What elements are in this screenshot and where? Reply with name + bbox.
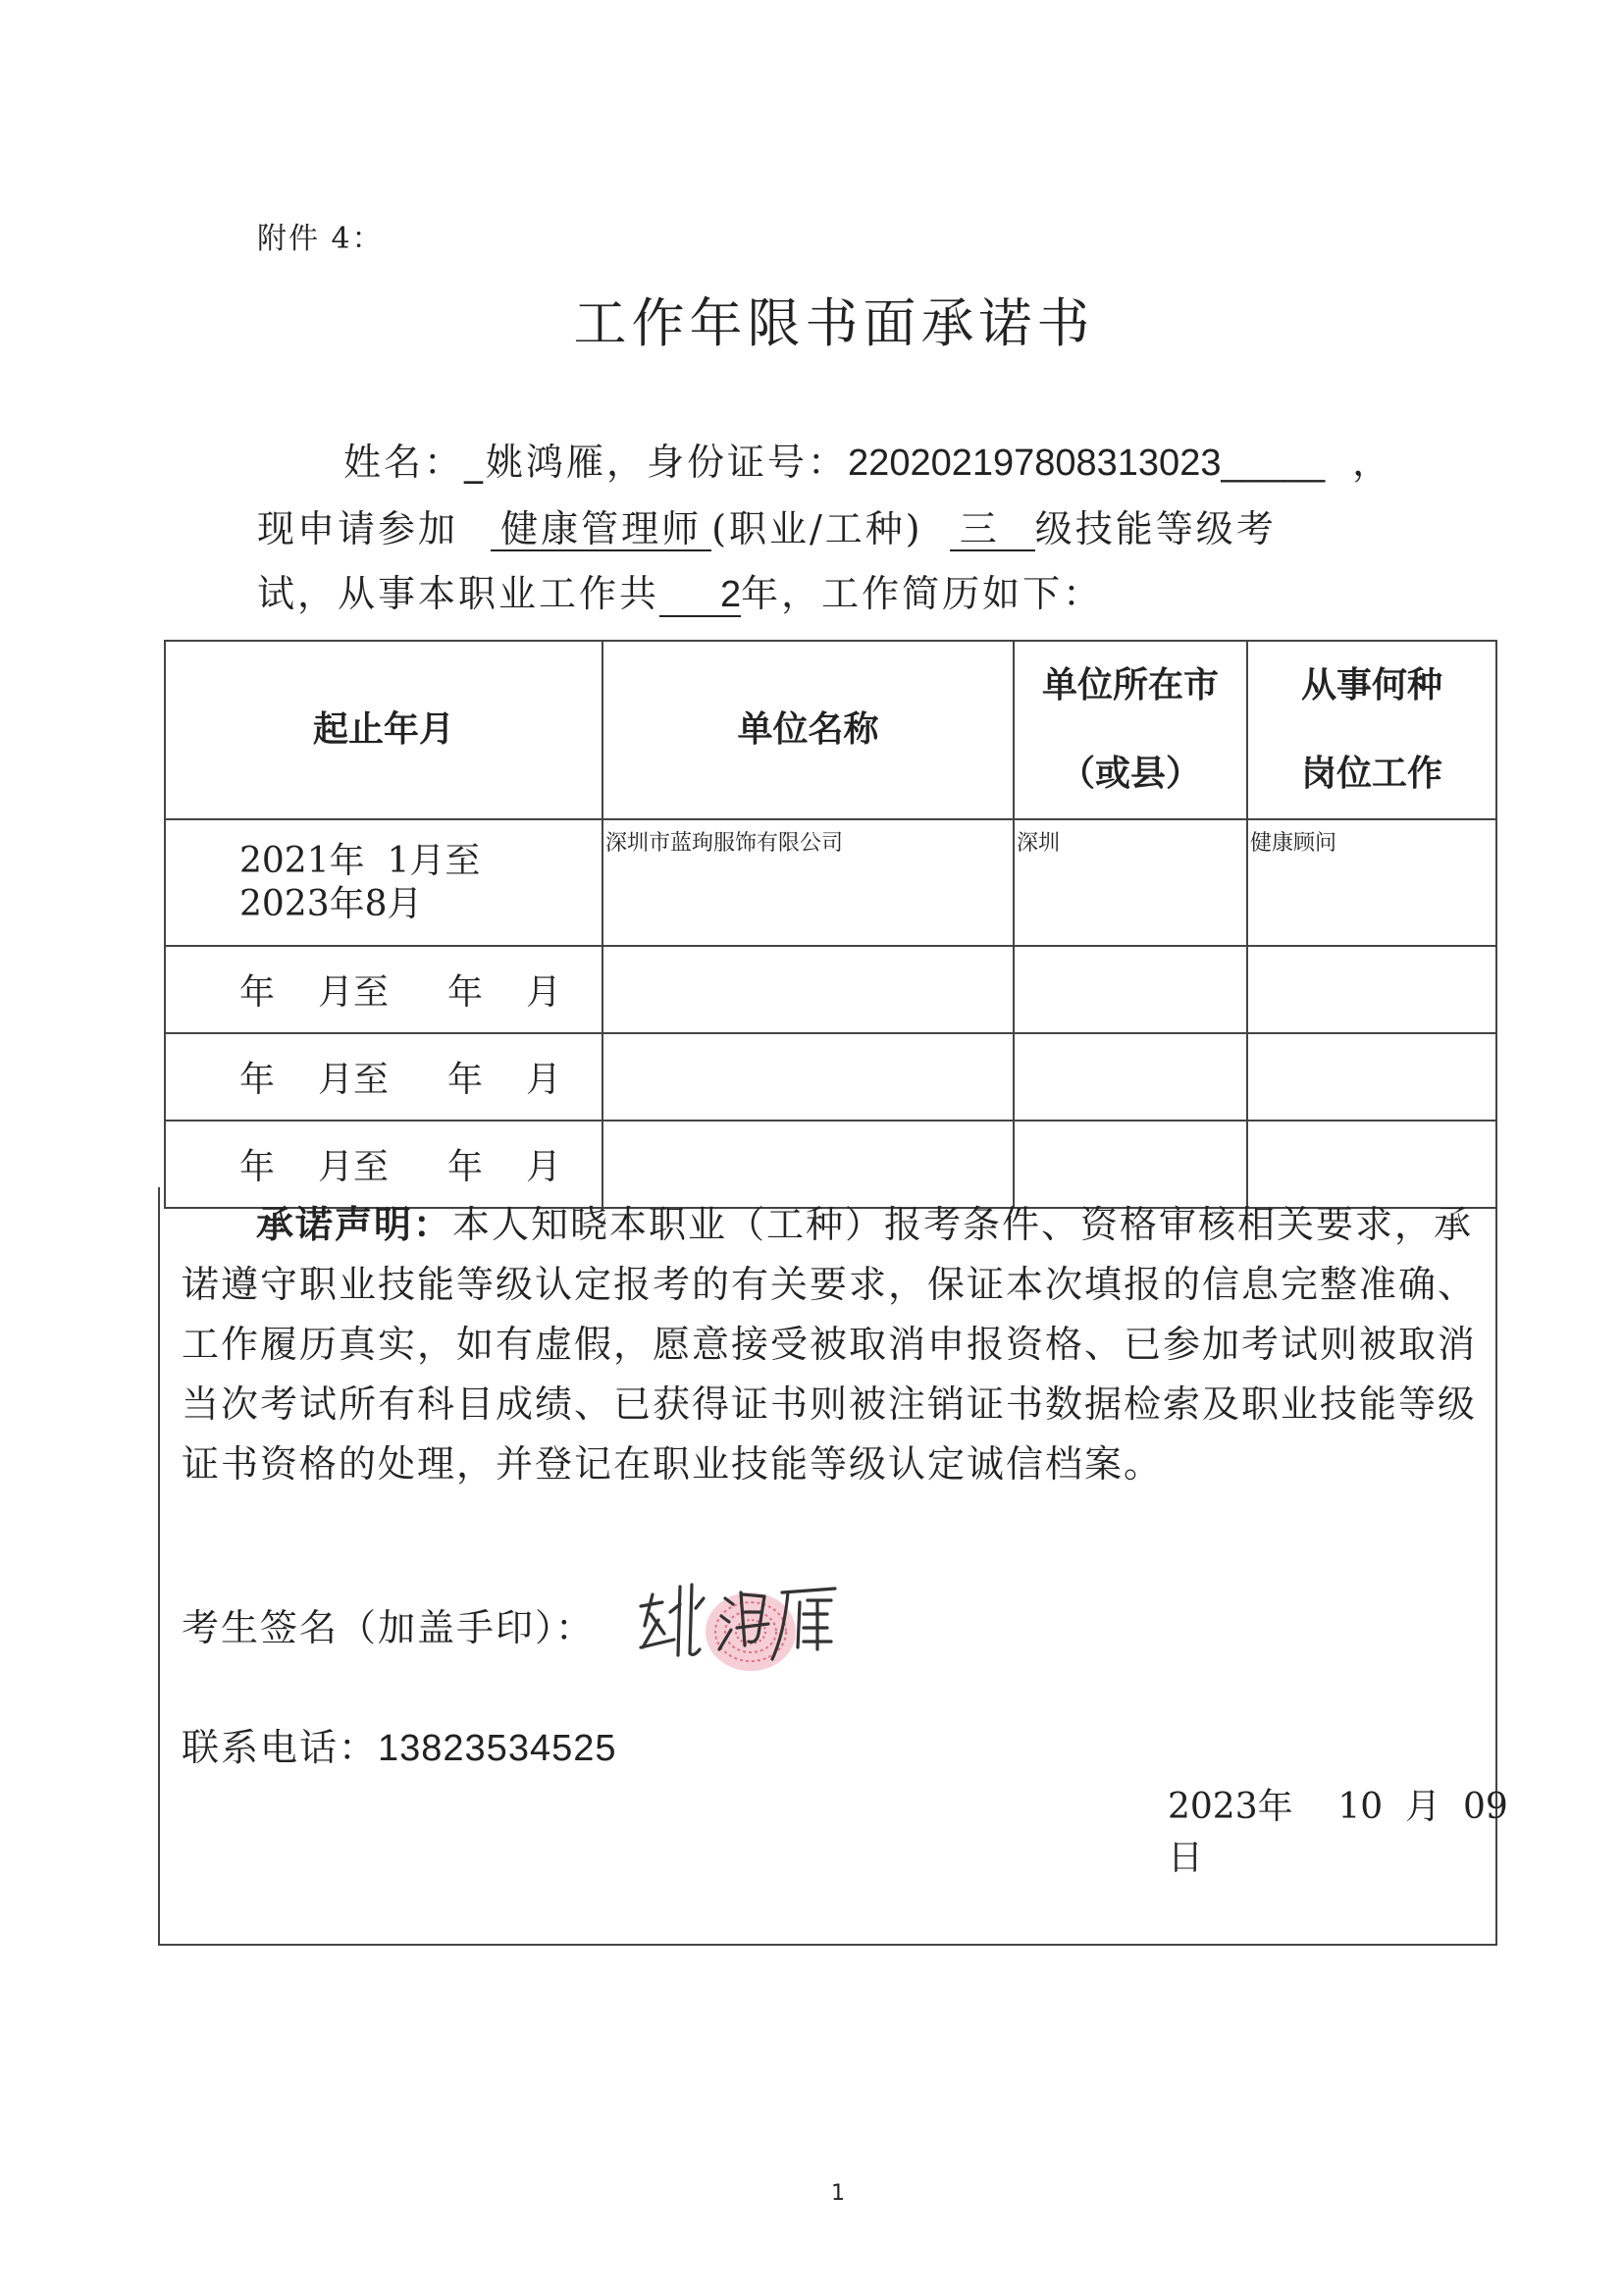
id-value: 220202197808313023_____ — [848, 443, 1326, 484]
row-company: 深圳市蓝珣服饰有限公司 — [602, 819, 1014, 946]
name-label: 姓名： — [343, 441, 465, 484]
page-number: 1 — [831, 2181, 845, 2206]
level-suffix: 级技能等级考 — [1034, 507, 1277, 550]
phone-line — [182, 1717, 617, 1771]
empty-period — [165, 946, 602, 1033]
table-row — [165, 819, 1496, 946]
level-value: 三 — [950, 510, 1035, 551]
empty-period — [165, 1033, 602, 1121]
date-line-2: 日 — [1168, 1838, 1204, 1878]
header-role-line1: 从事何种 — [1300, 665, 1442, 705]
header-company: 单位名称 — [602, 641, 1014, 819]
apply-prefix: 现申请参加 — [257, 507, 459, 550]
pledge-section — [158, 1187, 1508, 1946]
year-label: 年 — [239, 972, 276, 1013]
year-label: 年 — [447, 1147, 484, 1187]
name-value: _姚鸿雁 — [464, 441, 607, 484]
work-history-table — [164, 640, 1497, 1209]
month-to-label: 月至 — [318, 1147, 390, 1187]
phone-label: 联系电话： — [182, 1726, 379, 1769]
header-city — [1014, 641, 1247, 819]
pledge-statement — [182, 1195, 1477, 1494]
header-role — [1247, 641, 1496, 819]
signature-label: 考生签名（加盖手印）： — [182, 1606, 596, 1649]
id-label: ，身份证号： — [606, 441, 849, 484]
month-label: 月 — [526, 1060, 562, 1100]
pledge-heading: 承诺声明： — [256, 1203, 453, 1246]
year-label: 年 — [447, 972, 484, 1013]
table-header-row — [165, 641, 1496, 819]
year-label: 年 — [239, 1060, 276, 1100]
month-label: 月 — [526, 1147, 562, 1187]
empty-cell — [602, 946, 1014, 1033]
intro-line-1 — [343, 432, 1392, 486]
header-role-line2: 岗位工作 — [1300, 754, 1442, 794]
id-end: ， — [1352, 441, 1393, 484]
header-city-line2: （或县） — [1059, 754, 1201, 794]
table-row — [165, 946, 1496, 1033]
month-to-label: 月至 — [318, 1060, 390, 1100]
table-row — [165, 1033, 1496, 1121]
empty-cell — [1247, 1033, 1496, 1121]
row-period-start: 2021年 1月至 — [239, 840, 481, 881]
pledge-text: 本人知晓本职业（工种）报考条件、资格审核相关要求，承诺遵守职业技能等级认定报考的有关要求，保证本次填报的信息完整准确、工作履历真实，如有虚假，愿意接受被取消申报资格、已参加考试则被取消当次考试所有科目成绩、已获得证书则被注销证书数据检索及职业技能等级证书资格的处理，并登记在职业技能等级认定诚信档案。 — [182, 1203, 1478, 1486]
month-to-label: 月至 — [318, 972, 390, 1013]
empty-cell — [1247, 946, 1496, 1033]
row-period — [165, 819, 602, 946]
empty-cell — [1014, 1033, 1247, 1121]
row-period-end: 2023年8月 — [239, 883, 423, 924]
intro-line-3 — [257, 563, 1103, 617]
empty-cell — [602, 1033, 1014, 1121]
document-title: 工作年限书面承诺书 — [573, 292, 1095, 354]
date-line-1: 2023年 10 月 09 — [1168, 1787, 1508, 1827]
month-label: 月 — [526, 972, 562, 1013]
occupation-suffix: (职业/工种) — [711, 507, 923, 550]
row-city: 深圳 — [1014, 819, 1247, 946]
years-value: 2 — [659, 576, 741, 617]
intro-line-2 — [257, 498, 1277, 552]
row-role: 健康顾问 — [1247, 819, 1496, 946]
year-label: 年 — [239, 1147, 276, 1187]
header-period: 起止年月 — [165, 641, 602, 819]
header-city-line1: 单位所在市 — [1041, 665, 1219, 705]
occupation-value: 健康管理师 — [491, 510, 711, 551]
line3-suffix: 年，工作简历如下： — [741, 572, 1104, 615]
year-label: 年 — [447, 1060, 484, 1100]
phone-value: 13823534525 — [378, 1728, 617, 1769]
line3-prefix: 试，从事本职业工作共 — [257, 572, 660, 615]
empty-cell — [1014, 946, 1247, 1033]
attachment-label: 附件 4： — [257, 222, 384, 256]
handwritten-signature — [635, 1565, 870, 1683]
